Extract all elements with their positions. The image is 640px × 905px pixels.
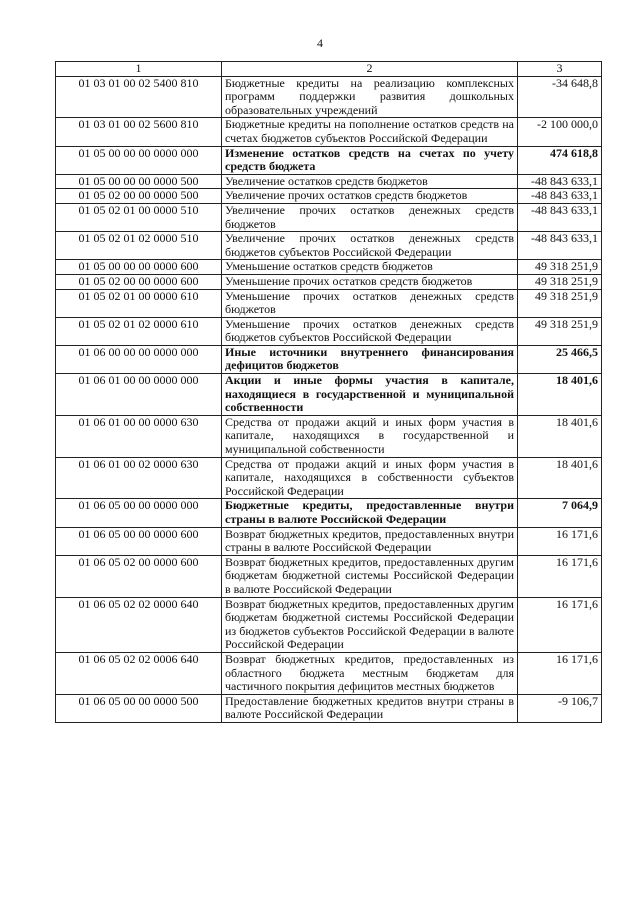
code-cell: 01 06 01 00 02 0000 630 [56,457,222,499]
code-cell: 01 06 05 02 00 0000 600 [56,555,222,597]
code-cell: 01 05 00 00 00 0000 500 [56,174,222,189]
table-row [56,374,602,416]
value-cell: 18 401,6 [518,457,602,499]
code-cell: 01 06 00 00 00 0000 000 [56,345,222,373]
table-row [56,597,602,652]
header-cell-3: 3 [518,62,602,77]
name-cell: Увеличение остатков средств бюджетов [222,174,518,189]
value-cell: 49 318 251,9 [518,260,602,275]
value-cell: 25 466,5 [518,345,602,373]
name-cell: Изменение остатков средств на счетах по учету средств бюджета [222,146,518,174]
table-row [56,345,602,373]
value-cell: -2 100 000,0 [518,118,602,146]
table-row [56,415,602,457]
name-cell: Возврат бюджетных кредитов, предоставленных внутри страны в валюте Российской Федерации [222,527,518,555]
table-row [56,189,602,204]
table-row [56,317,602,345]
code-cell: 01 03 01 00 02 5600 810 [56,118,222,146]
code-cell: 01 05 00 00 00 0000 000 [56,146,222,174]
value-cell: 18 401,6 [518,374,602,416]
value-cell: 16 171,6 [518,527,602,555]
header-cell-1: 1 [56,62,222,77]
value-cell: -48 843 633,1 [518,232,602,260]
value-cell: -34 648,8 [518,76,602,118]
table-header-row [56,62,602,77]
table-row [56,146,602,174]
table-row [56,457,602,499]
table-row [56,274,602,289]
code-cell: 01 06 05 00 00 0000 600 [56,527,222,555]
name-cell: Уменьшение прочих остатков денежных средств бюджетов субъектов Российской Федерации [222,317,518,345]
code-cell: 01 05 02 01 00 0000 510 [56,203,222,231]
name-cell: Уменьшение остатков средств бюджетов [222,260,518,275]
table-row [56,260,602,275]
value-cell: 7 064,9 [518,499,602,527]
code-cell: 01 03 01 00 02 5400 810 [56,76,222,118]
name-cell: Иные источники внутреннего финансирования дефицитов бюджетов [222,345,518,373]
page-number: 4 [317,36,323,50]
code-cell: 01 05 02 00 00 0000 600 [56,274,222,289]
value-cell: 474 618,8 [518,146,602,174]
code-cell: 01 06 05 02 02 0000 640 [56,597,222,652]
code-cell: 01 06 01 00 00 0000 630 [56,415,222,457]
budget-sources-table [55,61,602,723]
name-cell: Увеличение прочих остатков средств бюджетов [222,189,518,204]
code-cell: 01 05 02 01 00 0000 610 [56,289,222,317]
name-cell: Уменьшение прочих остатков средств бюджетов [222,274,518,289]
code-cell: 01 05 00 00 00 0000 600 [56,260,222,275]
value-cell: -48 843 633,1 [518,203,602,231]
value-cell: -9 106,7 [518,694,602,722]
code-cell: 01 05 02 01 02 0000 610 [56,317,222,345]
code-cell: 01 05 02 01 02 0000 510 [56,232,222,260]
name-cell: Увеличение прочих остатков денежных средств бюджетов субъектов Российской Федерации [222,232,518,260]
table-row [56,203,602,231]
name-cell: Средства от продажи акций и иных форм участия в капитале, находящихся в собственности субъектов Российской Федерации [222,457,518,499]
table-row [56,174,602,189]
table-row [56,555,602,597]
value-cell: -48 843 633,1 [518,174,602,189]
name-cell: Возврат бюджетных кредитов, предоставленных из областного бюджета местным бюджетам для частичного покрытия дефицитов местных бюджетов [222,652,518,694]
name-cell: Акции и иные формы участия в капитале, находящиеся в государственной и муниципальной собственности [222,374,518,416]
name-cell: Возврат бюджетных кредитов, предоставленных другим бюджетам бюджетной системы Российской Федерации в валюте Российской Федерации [222,555,518,597]
value-cell: 49 318 251,9 [518,289,602,317]
name-cell: Возврат бюджетных кредитов, предоставленных другим бюджетам бюджетной системы Российской Федерации из бюджетов субъектов Российской Федерации в валюте Российской Федерации [222,597,518,652]
table-row [56,232,602,260]
name-cell: Бюджетные кредиты на пополнение остатков средств на счетах бюджетов субъектов Российской Федерации [222,118,518,146]
code-cell: 01 06 01 00 00 0000 000 [56,374,222,416]
value-cell: -48 843 633,1 [518,189,602,204]
value-cell: 16 171,6 [518,597,602,652]
value-cell: 16 171,6 [518,652,602,694]
value-cell: 49 318 251,9 [518,317,602,345]
code-cell: 01 06 05 00 00 0000 500 [56,694,222,722]
value-cell: 49 318 251,9 [518,274,602,289]
table-row [56,694,602,722]
table-row [56,499,602,527]
name-cell: Средства от продажи акций и иных форм участия в капитале, находящихся в государственной и муниципальной собственности [222,415,518,457]
table-row [56,527,602,555]
value-cell: 18 401,6 [518,415,602,457]
code-cell: 01 06 05 00 00 0000 000 [56,499,222,527]
table-row [56,652,602,694]
table-row [56,76,602,118]
name-cell: Предоставление бюджетных кредитов внутри страны в валюте Российской Федерации [222,694,518,722]
table-row [56,118,602,146]
name-cell: Увеличение прочих остатков денежных средств бюджетов [222,203,518,231]
name-cell: Уменьшение прочих остатков денежных средств бюджетов [222,289,518,317]
value-cell: 16 171,6 [518,555,602,597]
code-cell: 01 06 05 02 02 0006 640 [56,652,222,694]
name-cell: Бюджетные кредиты, предоставленные внутри страны в валюте Российской Федерации [222,499,518,527]
table-row [56,289,602,317]
header-cell-2: 2 [222,62,518,77]
name-cell: Бюджетные кредиты на реализацию комплексных программ поддержки развития дошкольных образовательных учреждений [222,76,518,118]
code-cell: 01 05 02 00 00 0000 500 [56,189,222,204]
